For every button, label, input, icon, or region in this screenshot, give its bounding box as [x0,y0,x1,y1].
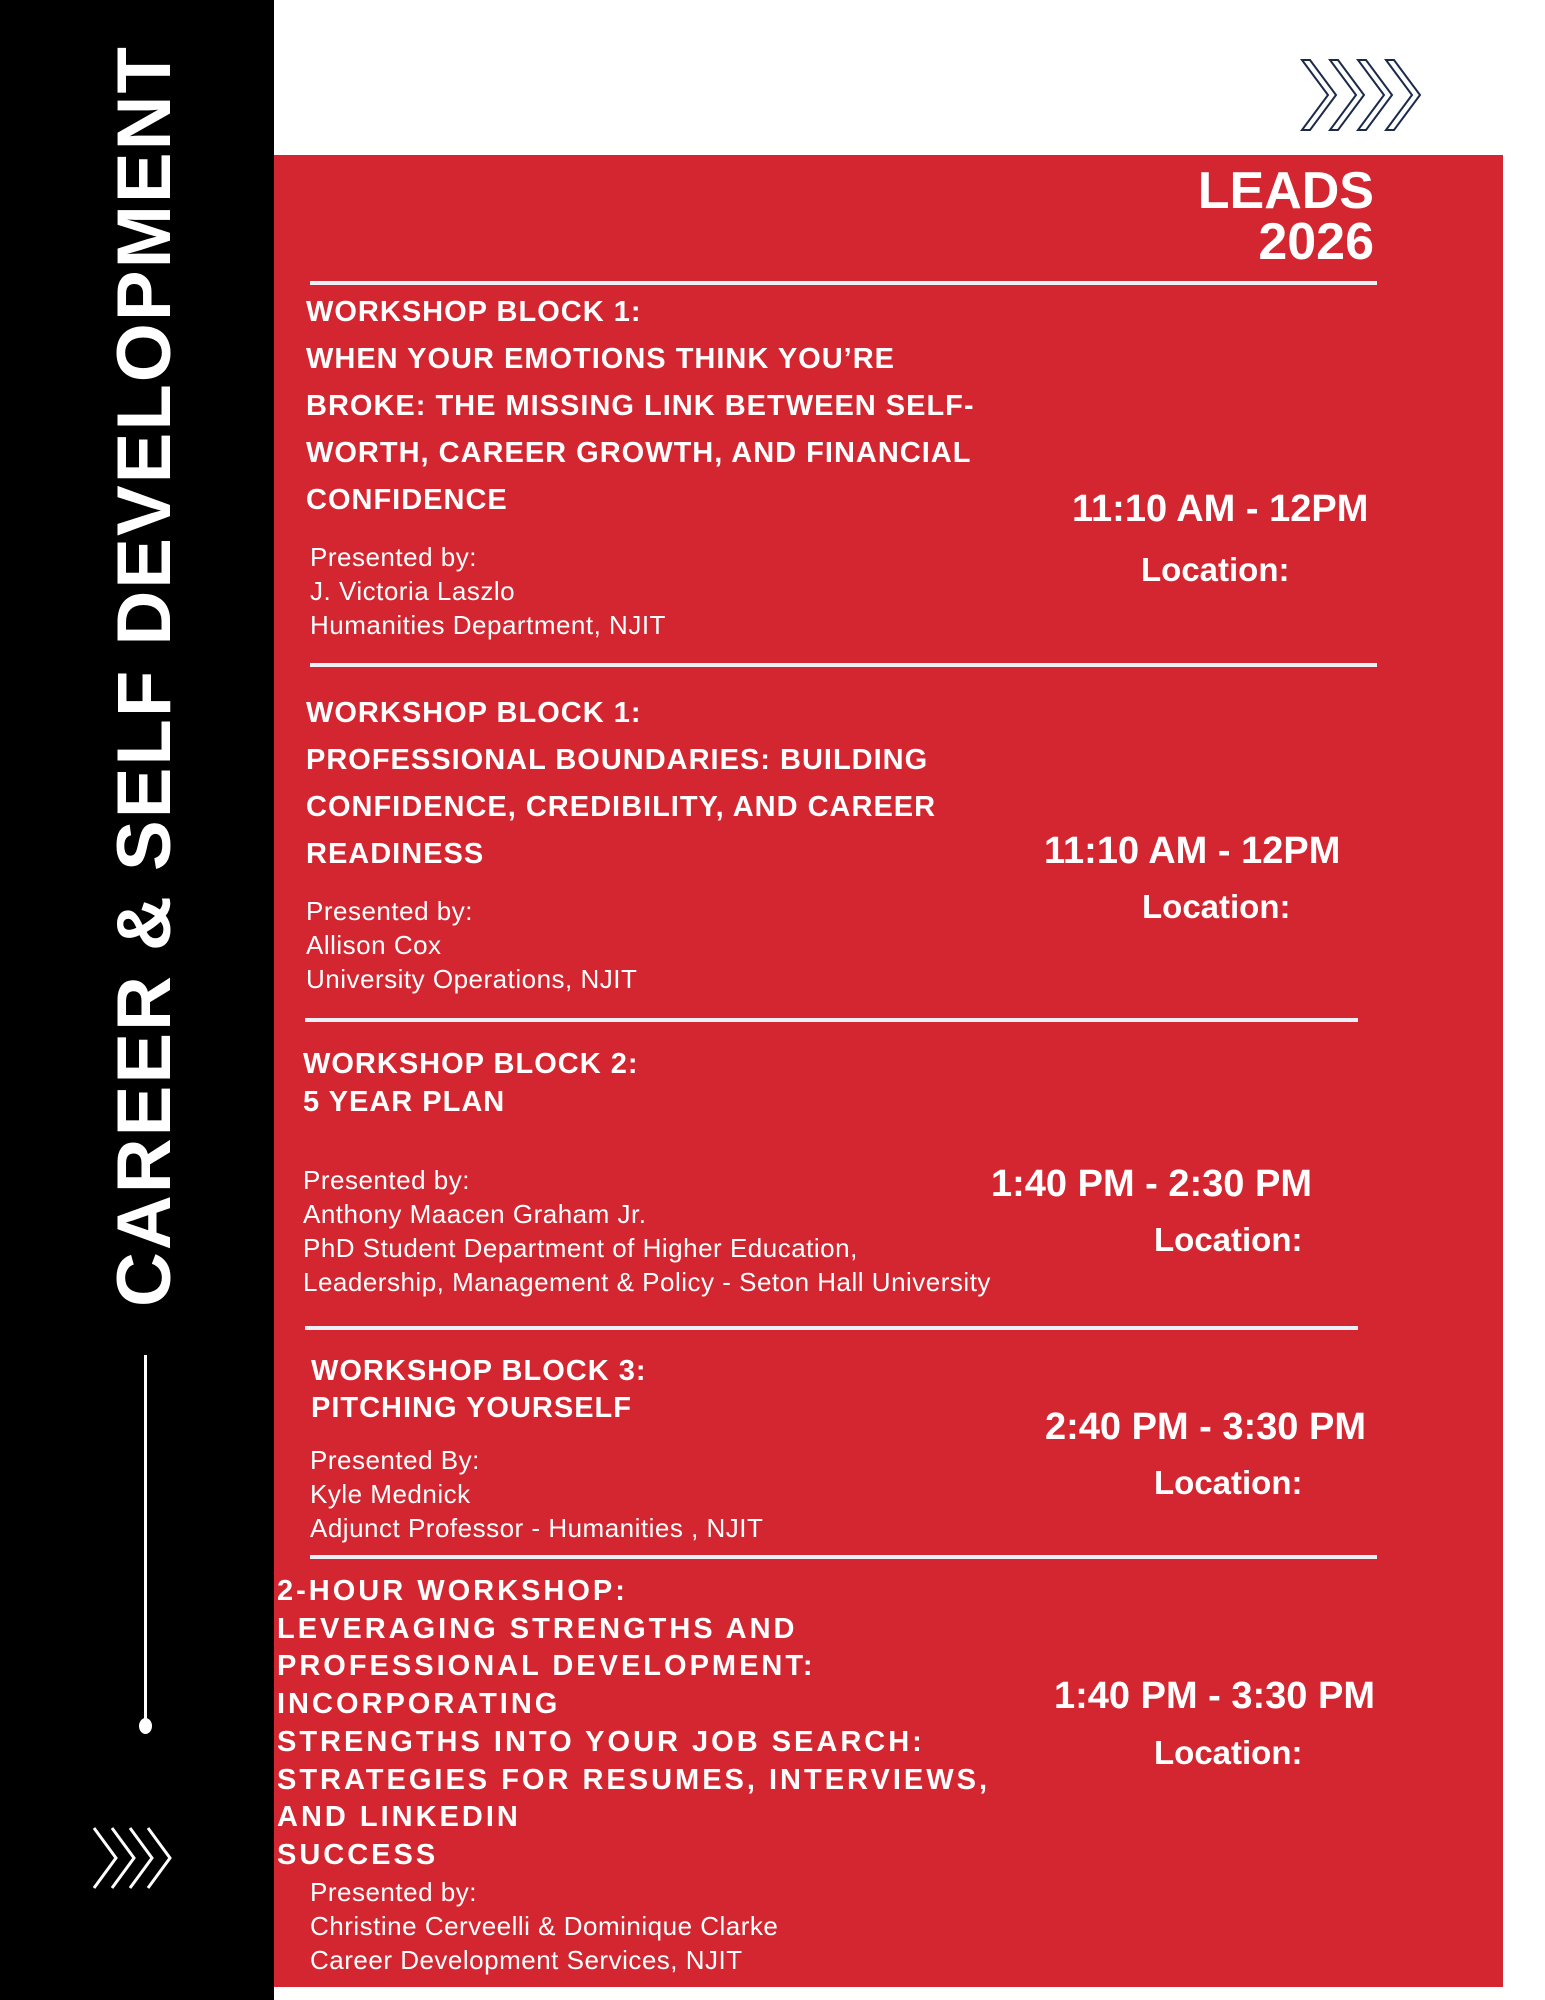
workshop-title: WORKSHOP BLOCK 1: PROFESSIONAL BOUNDARIES: BUILDING CONFIDENCE, CREDIBILITY, AND CAREER READINESS [306,697,937,870]
workshop-location: Location: [1154,1734,1303,1771]
workshop-time: 1:40 PM - 2:30 PM [991,1163,1312,1205]
workshop-title: WORKSHOP BLOCK 3: PITCHING YOURSELF [311,1355,647,1424]
divider [310,1555,1377,1559]
workshop-location: Location: [1142,888,1291,925]
decorative-dot [139,1718,152,1734]
workshop-title: WORKSHOP BLOCK 2: 5 YEAR PLAN [303,1048,639,1118]
workshop-location: Location: [1154,1464,1303,1501]
decorative-line [144,1355,147,1720]
sidebar-title: CAREER & SELF DEVELOPMENT [102,45,187,1307]
workshop-time: 1:40 PM - 3:30 PM [1054,1675,1375,1717]
workshop-time: 2:40 PM - 3:30 PM [1045,1406,1366,1448]
chevrons-icon [92,1826,202,1890]
workshop-presenter: Presented by: J. Victoria Laszlo Humanities Department, NJIT [310,542,666,640]
workshop-location: Location: [1154,1221,1303,1258]
sidebar [0,0,274,2000]
workshop-presenter: Presented by: Christine Cerveelli & Dominique Clarke Career Development Services, NJIT [310,1877,779,1975]
workshop-presenter: Presented by: Anthony Maacen Graham Jr. PhD Student Department of Higher Education, Leadership, Management & Policy - Seton Hall University [303,1165,991,1297]
divider [310,663,1377,667]
workshop-time: 11:10 AM - 12PM [1072,488,1369,530]
workshop-title: 2-HOUR WORKSHOP: LEVERAGING STRENGTHS AND PROFESSIONAL DEVELOPMENT: INCORPORATING STRENGTHS INTO YOUR JOB SEARCH: STRATEGIES FOR RESUMES, INTERVIEWS, AND LINKEDIN SUCCESS [277,1575,990,1871]
divider [305,1018,1358,1022]
divider [305,1326,1358,1330]
divider [310,281,1377,285]
workshop-presenter: Presented By: Kyle Mednick Adjunct Professor - Humanities , NJIT [310,1445,764,1543]
workshop-title: WORKSHOP BLOCK 1: WHEN YOUR EMOTIONS THINK YOU’RE BROKE: THE MISSING LINK BETWEEN SELF- WORTH, CAREER GROWTH, AND FINANCIAL CONFIDENCE [306,296,975,516]
workshop-location: Location: [1141,551,1290,588]
workshop-time: 11:10 AM - 12PM [1044,830,1341,872]
header-leads: LEADS [1197,162,1374,220]
chevrons-icon [1300,58,1440,133]
header-year: 2026 [1258,213,1374,271]
workshop-presenter: Presented by: Allison Cox University Operations, NJIT [306,896,638,994]
